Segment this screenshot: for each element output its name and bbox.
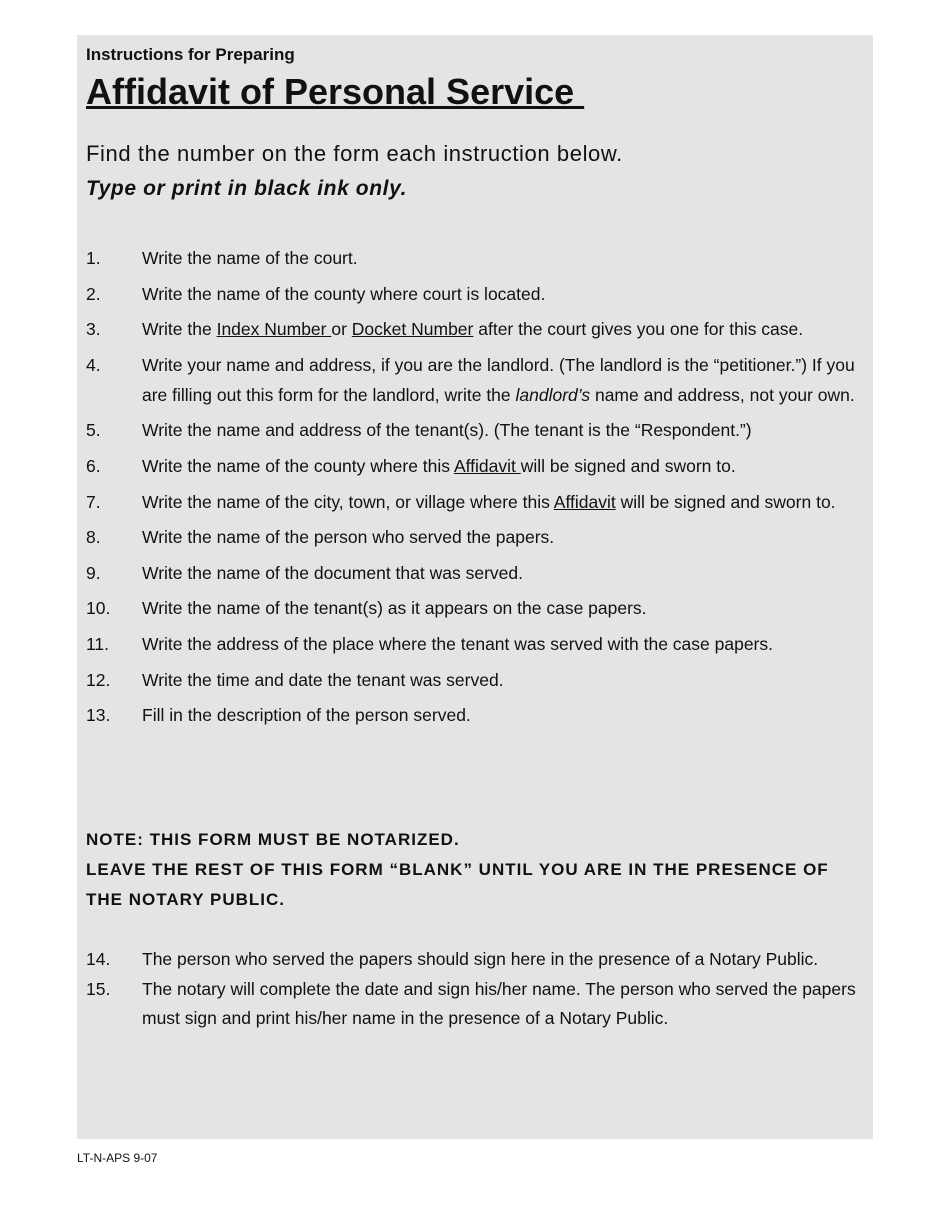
note-body: LEAVE THE REST OF THIS FORM “BLANK” UNTIL YOU ARE IN THE PRESENCE OF THE NOTARY PUBLIC. xyxy=(86,860,829,909)
step-text xyxy=(142,487,866,517)
step-number: 7. xyxy=(86,491,101,512)
step-number: 14. xyxy=(86,949,111,969)
step-text: Write the name of the tenant(s) as it appears on the case papers. xyxy=(142,598,647,619)
step-number: 13. xyxy=(86,705,111,726)
step-text-part: Write your name and address, if you are the landlord. (The landlord is the “petitioner.”) If you are filling out this form for the landlord, write the xyxy=(142,354,855,405)
list-item xyxy=(86,243,866,273)
index-number-term: Index Number xyxy=(216,319,332,340)
step-number: 5. xyxy=(86,420,101,441)
step-text: Write the name of the document that was served. xyxy=(142,562,523,583)
affidavit-term: Affidavit xyxy=(453,455,521,476)
list-item xyxy=(86,522,866,552)
step-text-part: Write the name of the county where this xyxy=(142,455,454,476)
instructions-panel xyxy=(77,35,873,1139)
list-item xyxy=(86,415,866,445)
step-text-part: Write the xyxy=(142,319,217,340)
list-item xyxy=(86,629,866,659)
list-item xyxy=(86,451,866,481)
instruction-list xyxy=(86,243,866,736)
step-number: 15. xyxy=(86,979,111,999)
step-number: 8. xyxy=(86,527,101,548)
step-number: 6. xyxy=(86,455,101,476)
step-number: 2. xyxy=(86,283,101,304)
list-item xyxy=(86,700,866,730)
note-heading: NOTE: THIS FORM MUST BE NOTARIZED. xyxy=(86,830,460,849)
form-code: LT-N-APS 9-07 xyxy=(77,1151,158,1165)
step-text: Write the address of the place where the tenant was served with the case papers. xyxy=(142,633,773,654)
step-text: The person who served the papers should sign here in the presence of a Notary Public. xyxy=(142,949,819,969)
list-item xyxy=(86,593,866,623)
list-item xyxy=(86,665,866,695)
step-text: Write the name of the court. xyxy=(142,248,358,268)
step-text-part: or xyxy=(331,319,352,340)
step-text-part: name and address, not your own. xyxy=(590,384,855,405)
list-item xyxy=(86,945,866,974)
landlords-term: landlord’s xyxy=(515,384,591,405)
notary-note xyxy=(86,825,866,915)
list-item xyxy=(86,558,866,588)
step-text: Write the time and date the tenant was served. xyxy=(142,669,504,690)
step-number: 3. xyxy=(86,319,101,340)
step-number: 11. xyxy=(86,633,110,654)
step-number: 4. xyxy=(86,354,101,375)
step-text xyxy=(142,314,866,344)
step-text-part: will be signed and sworn to. xyxy=(615,491,836,512)
list-item xyxy=(86,314,866,344)
step-number: 1. xyxy=(86,248,101,268)
step-text: Write the name of the county where court is located. xyxy=(142,283,546,304)
step-text: Write the name of the person who served the papers. xyxy=(142,527,555,548)
intro-instruction: Find the number on the form each instruction below. xyxy=(86,141,623,166)
list-item xyxy=(86,350,866,410)
step-text-part: will be signed and sworn to. xyxy=(520,455,736,476)
step-number: 12. xyxy=(86,669,111,690)
step-number: 10. xyxy=(86,598,111,619)
step-text-part: Write the name of the city, town, or village where this xyxy=(142,491,554,512)
step-text xyxy=(142,451,866,481)
affidavit-term: Affidavit xyxy=(553,491,616,512)
list-item xyxy=(86,279,866,309)
page-title: Affidavit of Personal Service xyxy=(86,71,585,112)
step-number: 9. xyxy=(86,562,101,583)
list-item xyxy=(86,975,866,1033)
signature-instruction-list xyxy=(86,945,866,1034)
step-text: Fill in the description of the person served. xyxy=(142,705,471,726)
list-item xyxy=(86,487,866,517)
pretitle: Instructions for Preparing xyxy=(86,45,295,64)
docket-number-term: Docket Number xyxy=(351,319,474,340)
step-text: The notary will complete the date and sign his/her name. The person who served the papers must sign and print his/her name in the presence of a Notary Public. xyxy=(142,979,856,1028)
step-text xyxy=(142,350,866,410)
step-text-part: after the court gives you one for this case. xyxy=(473,319,804,340)
ink-instruction: Type or print in black ink only. xyxy=(86,177,408,200)
step-text: Write the name and address of the tenant(s). (The tenant is the “Respondent.”) xyxy=(142,420,752,441)
